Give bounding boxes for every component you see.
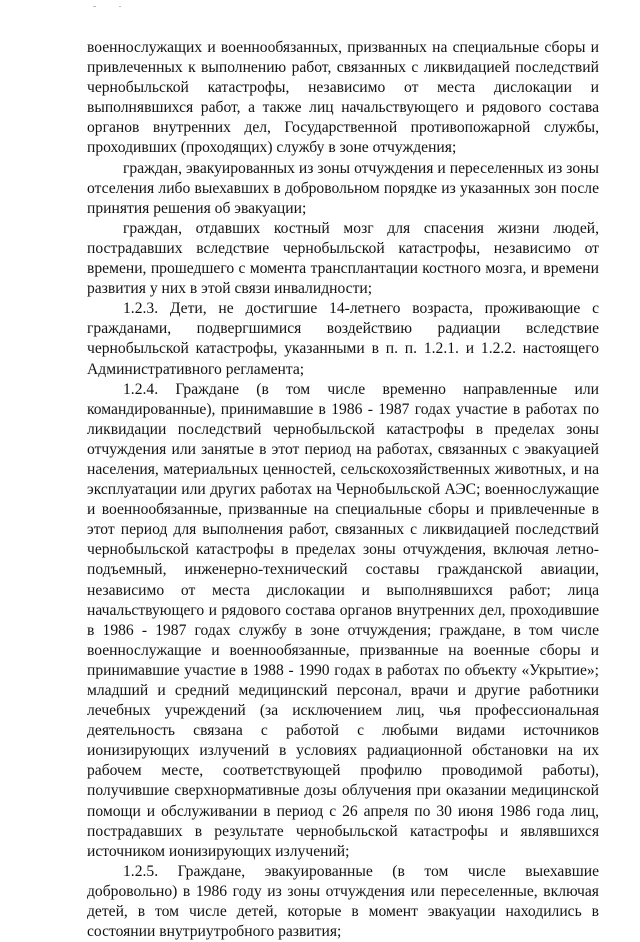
document-page xyxy=(87,38,599,942)
paragraph-evacuated-citizens: граждан, эвакуированных из зоны отчуждения и переселенных из зоны отселения либо выехавших в добровольном порядке из указанных зон после принятия решения об эвакуации; xyxy=(87,159,599,217)
scan-speck xyxy=(93,6,96,7)
scan-speck xyxy=(119,6,121,7)
paragraph-1-2-4: 1.2.4. Граждане (в том числе временно направленные или командированные), принимавшие в 1986 - 1987 годах участие в работах по ликвидации последствий чернобыльской катастрофы в пределах зоны отчуждения или занятые в этот период на работах, связанных с эвакуацией населения, материальных ценностей, сельскохозяйственных животных, и на эксплуатации или других работах на Чернобыльской АЭС; военнослужащие и военнообязанные, призванные на специальные сборы и привлеченные в этот период для выполнения работ, связанных с ликвидацией последствий чернобыльской катастрофы в пределах зоны отчуждения, включая летно-подъемный, инженерно-технический составы гражданской авиации, независимо от места дислокации и выполнявшихся работ; лица начальствующего и рядового состава органов внутренних дел, проходившие в 1986 - 1987 годах службу в зоне отчуждения; граждане, в том числе военнослужащие и военнообязанные, призванные на военные сборы и принимавшие участие в 1988 - 1990 годах в работах по объекту «Укрытие»; младший и средний медицинский персонал, врачи и другие работники лечебных учреждений (за исключением лиц, чья профессиональная деятельность связана с работой с любыми видами источников ионизирующих излучений в условиях радиационной обстановки на их рабочем месте, соответствующей профилю проводимой работы), получившие сверхнормативные дозы облучения при оказании медицинской помощи и обслуживании в период с 26 апреля по 30 июня 1986 года лиц, пострадавших в результате чернобыльской катастрофы и являвшихся источником ионизирующих излучений; xyxy=(87,380,599,860)
paragraph-bone-marrow-donors: граждан, отдавших костный мозг для спасения жизни людей, пострадавших вследствие чернобыльской катастрофы, независимо от времени, прошедшего с момента трансплантации костного мозга, и времени развития у них в этой связи инвалидности; xyxy=(87,219,599,298)
paragraph-servicemen-continuation: военнослужащих и военнообязанных, призванных на специальные сборы и привлеченных к выполнению работ, связанных с ликвидацией последствий чернобыльской катастрофы, независимо от места дислокации и выполнявшихся работ, а также лиц начальствующего и рядового состава органов внутренних дел, Государственной противопожарной службы, проходивших (проходящих) службу в зоне отчуждения; xyxy=(87,39,599,157)
paragraph-1-2-3: 1.2.3. Дети, не достигшие 14-летнего возраста, проживающие с гражданами, подвергшимися воздействию радиации вследствие чернобыльской катастрофы, указанными в п. п. 1.2.1. и 1.2.2. настоящего Административного регламента; xyxy=(87,300,599,378)
paragraph-1-2-5: 1.2.5. Граждане, эвакуированные (в том числе выехавшие добровольно) в 1986 году из зоны отчуждения или переселенные, включая детей, в том числе детей, которые в момент эвакуации находились в состоянии внутриутробного развития; xyxy=(87,862,599,941)
